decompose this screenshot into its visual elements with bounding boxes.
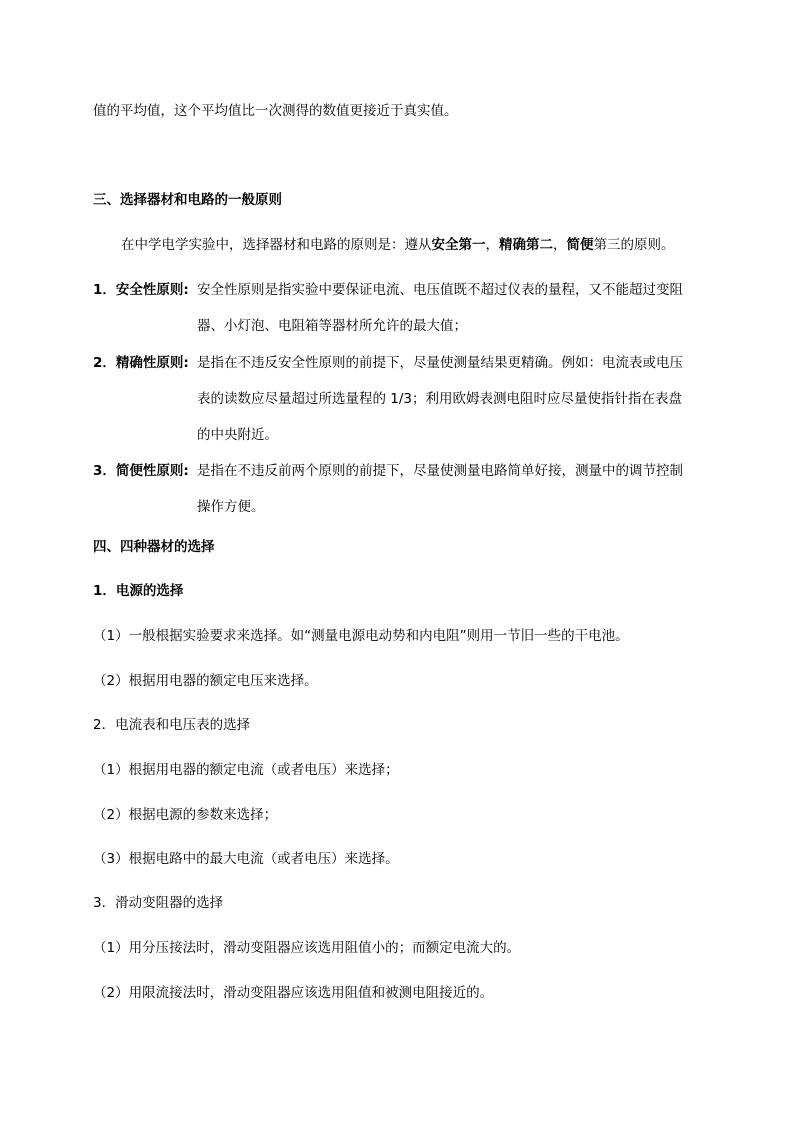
section-3-heading: 三、选择器材和电路的一般原则 — [93, 192, 282, 208]
rule-line: 器、小灯泡、电阻箱等器材所允许的最大值； — [197, 318, 467, 334]
subsection-power-title: 1．电源的选择 — [93, 583, 184, 599]
section-4-heading: 四、四种器材的选择 — [93, 539, 215, 555]
rule-line: 操作方便。 — [197, 499, 265, 515]
section-3-intro — [121, 235, 675, 255]
rule-text — [197, 353, 703, 445]
list-item: （3）根据电路中的最大电流（或者电压）来选择。 — [93, 851, 399, 867]
rule-text — [197, 280, 703, 336]
list-item: （2）根据用电器的额定电压来选择。 — [93, 673, 318, 689]
rule-line: 表的读数应尽量超过所选量程的 1/3；利用欧姆表测电阻时应尽量使指针指在表盘 — [197, 391, 683, 407]
intro-text-4: 第三的原则。 — [593, 237, 675, 253]
intro-emphasis-simple: 简便 — [566, 237, 594, 253]
subsection-meters-title: 2．电流表和电压表的选择 — [93, 717, 251, 733]
rule-label: 1．安全性原则: — [93, 282, 189, 298]
list-item: （2）根据电源的参数来选择； — [93, 807, 278, 823]
intro-text-3: ， — [553, 237, 567, 253]
rule-line: 是指在不违反安全性原则的前提下，尽量使测量结果更精确。例如：电流表或电压 — [197, 355, 683, 371]
intro-text-1: 在中学电学实验中，选择器材和电路的原则是：遵从 — [121, 237, 432, 253]
list-item: （1）根据用电器的额定电流（或者电压）来选择； — [93, 762, 399, 778]
intro-emphasis-safety: 安全第一 — [431, 237, 486, 253]
list-item: （2）用限流接法时，滑动变阻器应该选用阻值和被测电阻接近的。 — [93, 985, 494, 1001]
rule-label: 3．简便性原则: — [93, 463, 189, 479]
continuation-paragraph: 值的平均值，这个平均值比一次测得的数值更接近于真实值。 — [93, 103, 458, 119]
rule-line: 的中央附近。 — [197, 427, 278, 443]
rule-line: 安全性原则是指实验中要保证电流、电压值既不超过仪表的量程，又不能超过变阻 — [197, 282, 683, 298]
rule-text — [197, 461, 703, 517]
list-item: （1）一般根据实验要求来选择。如“测量电源电动势和内电阻”则用一节旧一些的干电池。 — [93, 628, 629, 644]
list-item: （1）用分压接法时，滑动变阻器应该选用阻值小的；而额定电流大的。 — [93, 940, 521, 956]
rule-label: 2．精确性原则: — [93, 355, 189, 371]
intro-emphasis-precision: 精确第二 — [499, 237, 553, 253]
rule-line: 是指在不违反前两个原则的前提下，尽量使测量电路简单好接，测量中的调节控制 — [197, 463, 683, 479]
subsection-rheostat-title: 3．滑动变阻器的选择 — [93, 895, 224, 911]
intro-text-2: ， — [485, 237, 499, 253]
